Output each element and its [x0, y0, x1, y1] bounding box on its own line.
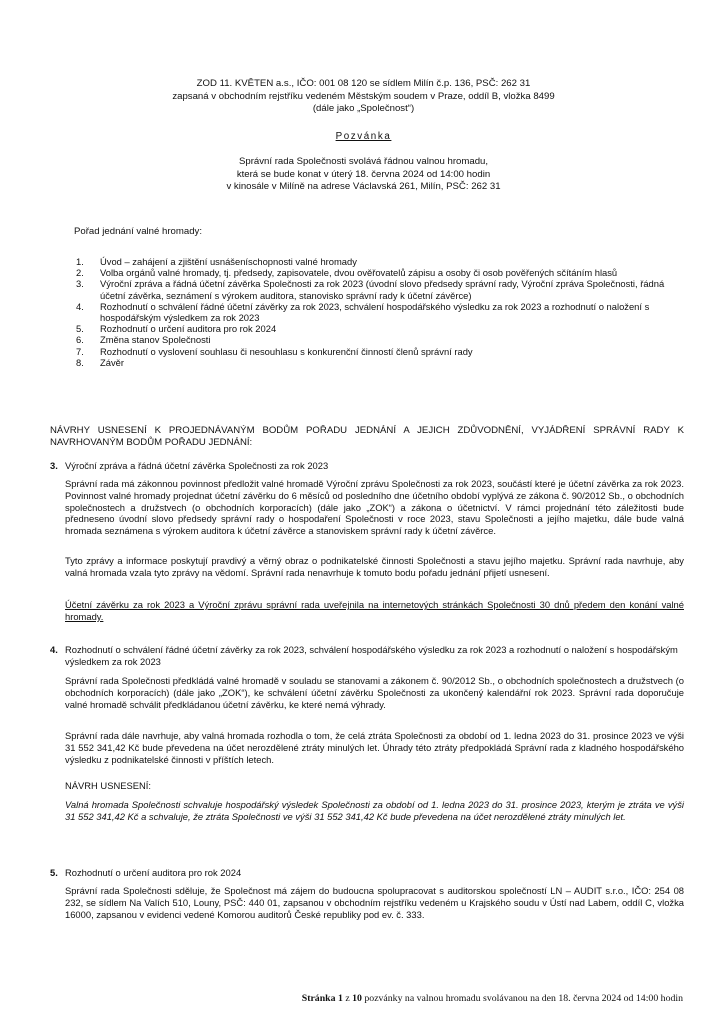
header-line-1: ZOD 11. KVĚTEN a.s., IČO: 001 08 120 se sídlem Milín č.p. 136, PSČ: 262 31	[196, 78, 531, 89]
footer-total-pages: 10	[352, 993, 362, 1004]
section-number: 3.	[50, 460, 58, 471]
agenda-item	[76, 334, 686, 345]
agenda-item-text: Úvod – zahájení a zjištění usnášeníschopnosti valné hromady	[100, 256, 357, 267]
agenda-item-number: 4.	[76, 300, 84, 312]
section-3-paragraph-2: Tyto zprávy a informace poskytují pravdivý a věrný obraz o podnikatelské činnosti Společnosti a stavu jejího majetku. Správní rada navrhuje, aby valná hromada vzala tyto zprávy na vědomí. Správní rada nenavrhuje k tomuto bodu pořadu jednání přijetí usnesení.	[65, 555, 684, 578]
section-number: 5.	[50, 867, 58, 878]
agenda-item	[76, 323, 686, 334]
agenda-item-number: 5.	[76, 323, 84, 335]
invitation-title: Pozvánka	[335, 131, 392, 142]
footer-page-number: 1	[337, 993, 343, 1004]
agenda-item-number: 7.	[76, 345, 84, 357]
agenda-item-number: 8.	[76, 356, 84, 368]
invitation-line-3: v kinosále v Milíně na adrese Václavská 261, Milín, PSČ: 262 31	[226, 181, 501, 192]
header-line-2: zapsaná v obchodním rejstříku vedeném Městským soudem v Praze, oddíl B, vložka 8499	[172, 90, 555, 102]
invitation-line-2: která se bude konat v úterý 18. června 2024 od 14:00 hodin	[236, 168, 491, 180]
agenda-item	[76, 346, 686, 357]
section-4-paragraph-1: Správní rada Společnosti předkládá valné hromadě v souladu se stanovami a zákonem č. 90/2012 Sb., o obchodních společnostech a družstvech (o obchodních korporacích) (dále jako „ZOK“), ke schválení účetní závěrku Společnosti za ukončený kalendářní rok 2023. Správní rada doporučuje valné hromadě schválit předkládanou účetní závěrku, ke které nemá výhrady.	[65, 675, 684, 710]
agenda-item-text: Rozhodnutí o určení auditora pro rok 2024	[100, 323, 277, 335]
agenda-item-number: 1.	[76, 256, 84, 267]
invitation-body	[0, 156, 727, 194]
invitation-line-1: Správní rada Společnosti svolává řádnou valnou hromadu,	[238, 156, 489, 167]
agenda-item-number: 3.	[76, 278, 84, 290]
agenda-item-number: 2.	[76, 267, 84, 279]
company-header	[0, 78, 727, 116]
section-4-paragraph-2: Správní rada dále navrhuje, aby valná hromada rozhodla o tom, že celá ztráta Společnosti za období od 1. ledna 2023 do 31. prosince 2023 ve výši 31 552 341,42 Kč bude převedena na účet nerozdělené ztráty minulých let. Úhrady této ztráty předpokládá Správní rada z kladného hospodářského výsledku z podnikatelské činnosti v příštích letech.	[65, 730, 684, 765]
agenda-item-text: Volba orgánů valné hromady, tj. předsedy, zapisovatele, dvou ověřovatelů zápisu a osoby či osob pověřených sčítáním hlasů	[100, 267, 618, 279]
section-title: Rozhodnutí o schválení řádné účetní závěrky za rok 2023, schválení hospodářského výsledku za rok 2023 a rozhodnutí o naložení s hospodářským výsledkem za rok 2023	[65, 644, 678, 667]
agenda-item-text: Výroční zpráva a řádná účetní závěrka Společnosti za rok 2023 (úvodní slovo předsedy správní rady, Výroční zpráva Společnosti, řádná účetní závěrka, seznámení s výrokem auditora, stanovisko správní rady k účetní závěrce)	[100, 278, 665, 301]
section-4-heading	[50, 644, 684, 668]
agenda-item-text: Rozhodnutí o vyslovení souhlasu či nesouhlasu s konkurenční činností členů správní rady	[100, 345, 473, 357]
section-3-paragraph-3: Účetní závěrku za rok 2023 a Výroční zprávu správní rada uveřejnila na internetových stránkách Společnosti 30 dnů předem den konání valné hromady.	[65, 599, 684, 622]
agenda-item-text: Rozhodnutí o schválení řádné účetní závěrky za rok 2023, schválení hospodářského výsledku za rok 2023 a rozhodnutí o naložení s hospodářským výsledkem za rok 2023	[100, 300, 650, 324]
proposals-heading: NÁVRHY USNESENÍ K PROJEDNÁVANÝM BODŮM POŘADU JEDNÁNÍ A JEJICH ZDŮVODNĚNÍ, VYJÁDŘENÍ SPRÁVNÍ RADY K NAVRHOVANÝM BODŮM POŘADU JEDNÁNÍ:	[50, 425, 684, 449]
agenda-intro: Pořad jednání valné hromady:	[74, 226, 202, 237]
agenda-list	[76, 256, 686, 368]
footer-of-word: z	[345, 993, 350, 1004]
section-number: 4.	[50, 644, 58, 655]
section-5-heading	[50, 867, 684, 879]
agenda-item	[76, 301, 686, 323]
section-5-paragraph-1: Správní rada Společnosti sděluje, že Společnost má zájem do budoucna spolupracovat s auditorskou společností LN – AUDIT s.r.o., IČO: 254 08 232, se sídlem Na Valích 510, Louny, PSČ: 440 01, zapsanou v obchodním rejstříku vedeném u Krajského soudu v Ústí nad Labem, oddíl C, vložka 16000, zapsanou v evidenci vedené Komorou auditorů České republiky pod ev. č. 333.	[65, 885, 684, 920]
resolution-label: NÁVRH USNESENÍ:	[65, 780, 151, 791]
agenda-item-number: 6.	[76, 334, 84, 346]
agenda-item	[76, 267, 686, 278]
resolution-text: Valná hromada Společnosti schvaluje hospodářský výsledek Společnosti za období od 1. ledna 2023 do 31. prosince 2023, kterým je ztráta ve výši 31 552 341,42 Kč a schvaluje, že ztráta Společnosti ve výši 31 552 341,42 Kč bude převedena na účet nerozdělené ztráty minulých let.	[65, 799, 684, 822]
agenda-item	[76, 357, 686, 368]
footer-page-word: Stránka	[301, 993, 336, 1004]
agenda-item	[76, 278, 686, 300]
footer-text: pozvánky na valnou hromadu svolávanou na den 18. června 2024 od 14:00 hodin	[364, 993, 683, 1004]
agenda-item	[76, 256, 686, 267]
section-title: Výroční zpráva a řádná účetní závěrka Společnosti za rok 2023	[65, 460, 329, 471]
section-3-heading	[50, 460, 684, 472]
page-footer	[302, 993, 683, 1004]
agenda-item-text: Změna stanov Společnosti	[100, 334, 211, 346]
section-3-paragraph-1: Správní rada má zákonnou povinnost předložit valné hromadě Výroční zprávu Společnosti za rok 2023, součástí které je účetní závěrka za rok 2023. Povinnost valné hromady projednat účetní závěrku do 6 měsíců od posledního dne účetního období vyplývá ze zákona č. 90/2012 Sb., o obchodních společnostech a družstvech (o obchodních korporacích) (dále jako „ZOK“) a zákona o účetnictví. V rámci projednání této záležitosti bude předneseno úvodní slovo předsedy správní rady o hospodaření Společnosti v roce 2023, stavu Společnosti a jejího majetku, dále bude valná hromada seznámena s výrokem auditora k účetní závěrce a stanoviskem správní rady k účetní závěrce.	[65, 478, 684, 537]
section-title: Rozhodnutí o určení auditora pro rok 2024	[65, 867, 242, 878]
agenda-item-text: Závěr	[100, 356, 124, 368]
header-line-3: (dále jako „Společnost“)	[312, 103, 415, 115]
